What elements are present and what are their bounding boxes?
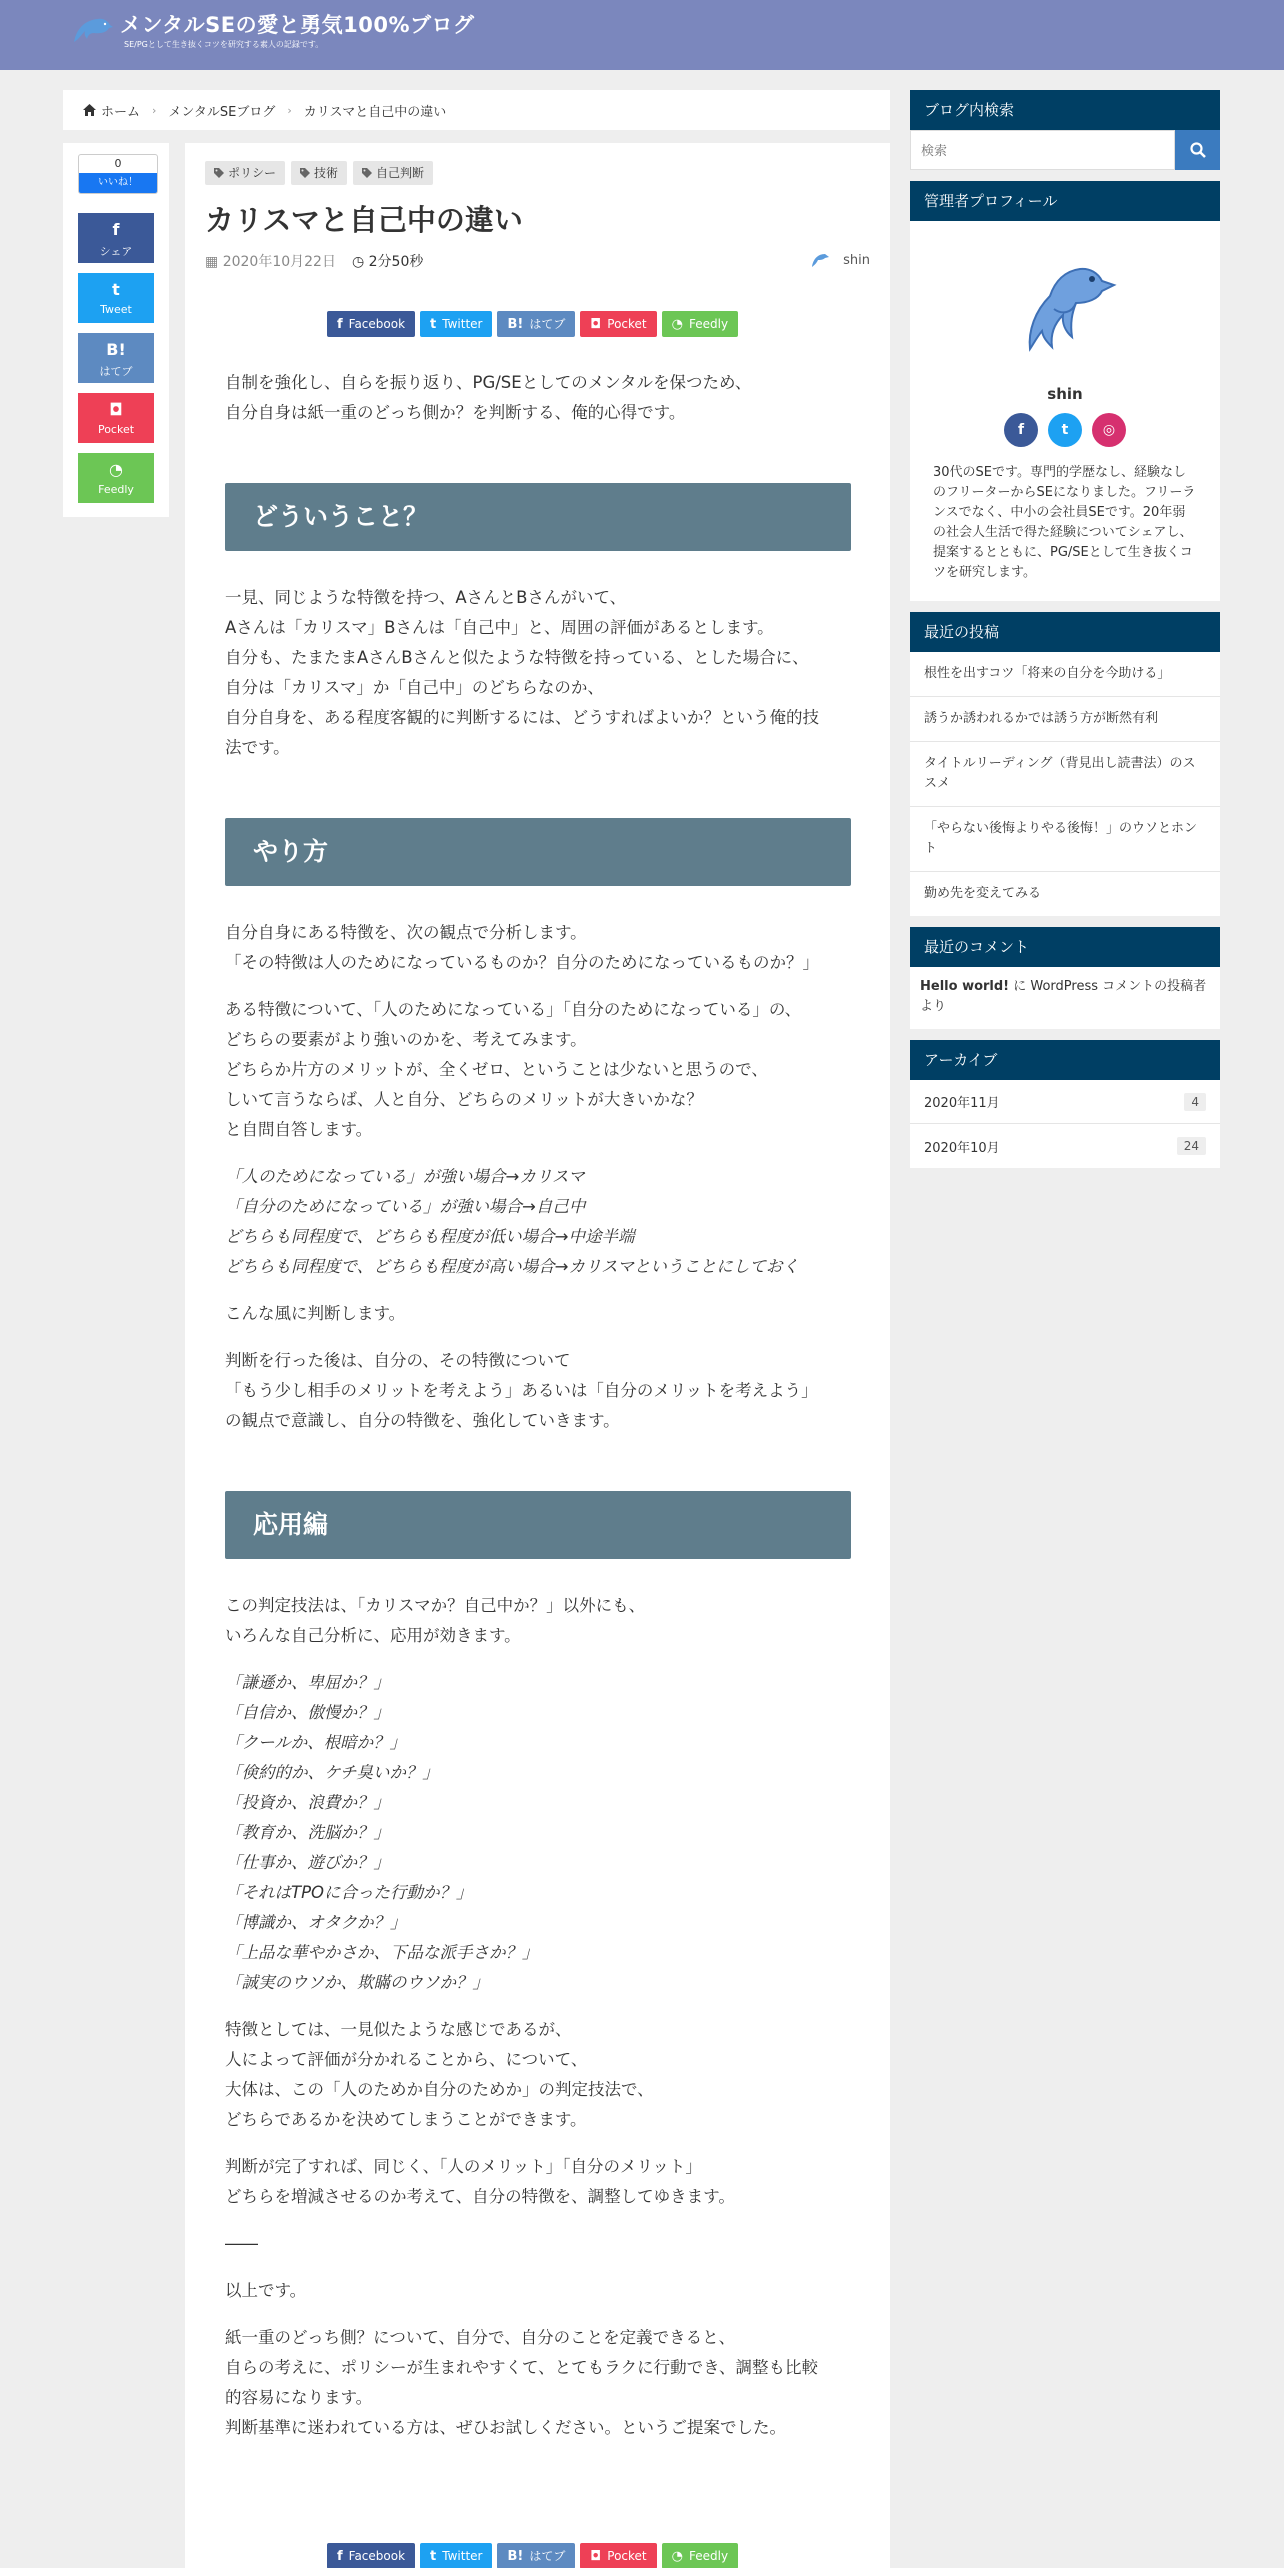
post-date: 2020年10月22日 (222, 254, 336, 270)
search-icon (1190, 142, 1206, 158)
share-pocket-button[interactable]: ◘ Pocket (580, 2543, 656, 2568)
article-title: カリスマと自己中の違い (205, 203, 523, 237)
feedly-icon: ◔ (671, 2549, 683, 2564)
pocket-icon: ◘ (590, 2549, 602, 2564)
author-avatar-icon (809, 249, 831, 271)
comment-post-link[interactable]: Hello world! (920, 979, 1010, 994)
archive-item[interactable]: 2020年11月 4 (910, 1080, 1220, 1124)
heading-how: やり方 (225, 818, 851, 886)
like-count: 0 (114, 157, 122, 170)
share-row-bottom (327, 2543, 738, 2568)
share-twitter-button[interactable]: t Twitter (420, 311, 492, 337)
recent-post-link[interactable]: 勤め先を変えてみる (924, 886, 1042, 901)
heading-what: どういうこと？ (225, 483, 851, 551)
facebook-icon: f (112, 220, 120, 239)
recent-comments-widget (910, 927, 1220, 1029)
breadcrumb (63, 90, 890, 130)
site-subtitle: SE/PGとして生き抜くコツを研究する素人の記録です。 (124, 40, 324, 49)
share-hatena-button[interactable]: B! はてブ (497, 2543, 575, 2568)
paragraph: 判断が完了すれば、同じく、「人のメリット」「自分のメリット」 どちらを増減させるのか考えて、自分の特徴を、調整してゆきます。 (225, 2157, 735, 2206)
hatena-icon: B! (106, 340, 126, 359)
search-input[interactable] (910, 130, 1175, 170)
divider: ―― (225, 2234, 258, 2253)
hatena-icon: B! (507, 317, 524, 332)
site-logo[interactable] (70, 12, 475, 50)
hatena-icon: B! (507, 2549, 524, 2564)
paragraph: 以上です。 (225, 2281, 307, 2300)
facebook-icon: f (337, 2549, 343, 2564)
reading-time: 2分50秒 (368, 254, 424, 270)
profile-name: shin (1047, 385, 1083, 403)
dolphin-logo-icon (70, 12, 114, 48)
article (185, 143, 890, 2568)
twitter-icon: t (430, 2549, 437, 2564)
share-twitter-button[interactable]: t Tweet (78, 273, 154, 323)
comment-item: Hello world! に WordPress コメントの投稿者 より (920, 979, 1207, 1014)
paragraph: 判断を行った後は、自分の、その特徴について 「もう少し相手のメリットを考えよう」あるいは「自分のメリットを考えよう」 の観点で意識し、自分の特徴を、強化していきます。 (225, 1351, 818, 1430)
tag[interactable]: 自己判断 (353, 161, 433, 185)
like-button[interactable]: いいね！ (79, 173, 157, 193)
facebook-icon: f (337, 317, 343, 332)
feedly-icon: ◔ (671, 317, 683, 332)
archive-count: 24 (1177, 1137, 1206, 1155)
comment-author-link[interactable]: WordPress コメントの投稿者 (1030, 979, 1207, 994)
profile-widget (910, 181, 1220, 601)
tag[interactable]: ポリシー (205, 161, 285, 185)
paragraph: 一見、同じような特徴を持つ、AさんとBさんがいて、 Aさんは「カリスマ」Bさんは「自己中」と、周囲の評価があるとします。 自分も、たまたまAさんBさんと似たような特徴を持っている、とした場合に、 自分は「カリスマ」か「自己中」のどちらなのか、 自分自身を、ある程度客観的に判断するには、どうすればよいか？という俺的技 法です。 (225, 588, 819, 757)
tag-list (205, 161, 433, 185)
paragraph: この判定技法は、「カリスマか？自己中か？」以外にも、 いろんな自己分析に、応用が効きます。 (225, 1596, 646, 1645)
recent-post-link[interactable]: 「やらない後悔よりやる後悔！」のウソとホント (910, 807, 1220, 872)
pocket-icon: ◘ (109, 400, 123, 419)
share-hatena-button[interactable]: B! はてブ (497, 311, 575, 337)
search-button[interactable] (1175, 130, 1220, 170)
heading-application: 応用編 (225, 1491, 851, 1559)
widget-title: アーカイブ (910, 1040, 1220, 1080)
author-link[interactable] (809, 249, 870, 271)
paragraph: 紙一重のどっち側？について、自分で、自分のことを定義できると、 自らの考えに、ポリシーが生まれやすくて、とてもラクに行動でき、調整も比較 的容易になります。 判断基準に迷われている方は、ぜひお試しください。というご提案でした。 (225, 2328, 819, 2437)
recent-posts-widget (910, 612, 1220, 916)
archive-count: 4 (1184, 1093, 1206, 1111)
share-facebook-button[interactable]: f Facebook (327, 311, 415, 337)
breadcrumb-current: カリスマと自己中の違い (303, 104, 447, 120)
share-twitter-button[interactable]: t Twitter (420, 2543, 492, 2568)
breadcrumb-separator: › (152, 103, 157, 117)
paragraph: 自分自身にある特徴を、次の観点で分析します。 「その特徴は人のためになっているものか？自分のためになっているものか？」 (225, 923, 819, 972)
share-feedly-button[interactable]: ◔ Feedly (78, 453, 154, 503)
paragraph: ある特徴について、「人のためになっている」「自分のためになっている」の、 どちらの要素がより強いのかを、考えてみます。 どちらか片方のメリットが、全くゼロ、ということは少ないと思うので、 しいて言うならば、人と自分、どちらのメリットが大きいかな？ と自問自答します。 (225, 1000, 802, 1139)
tag-icon (214, 168, 224, 178)
tag-icon (300, 168, 310, 178)
breadcrumb-category[interactable]: メンタルSEブログ (168, 104, 276, 120)
paragraph: 自制を強化し、自らを振り返り、PG/SEとしてのメンタルを保つため、 自分自身は紙一重のどっち側か？を判断する、俺的心得です。 (225, 373, 752, 422)
share-pocket-button[interactable]: ◘ Pocket (78, 393, 154, 443)
facebook-icon[interactable]: f (1004, 413, 1038, 447)
recent-post-link[interactable]: タイトルリーディング（背見出し読書法）のススメ (910, 742, 1220, 807)
article-body (225, 368, 851, 2460)
share-row-top (327, 311, 738, 337)
tag[interactable]: 技術 (291, 161, 347, 185)
site-header (0, 0, 1284, 70)
share-pocket-button[interactable]: ◘ Pocket (580, 311, 656, 337)
search-widget (910, 90, 1220, 170)
right-sidebar (910, 90, 1220, 1179)
feedly-icon: ◔ (109, 460, 123, 479)
twitter-icon: t (430, 317, 437, 332)
calendar-icon: ▦ (205, 254, 223, 270)
instagram-icon[interactable]: ◎ (1092, 413, 1126, 447)
profile-text: 30代のSEです。専門的学歴なし、経験なしのフリーターからSEになりました。フリーランスでなく、中小の会社員SEです。20年弱の社会人生活で得た経験についてシェアし、提案するとともに、PG/SEとして生き抜くコツを研究します。 (933, 465, 1196, 580)
author-name: shin (843, 252, 870, 268)
clock-icon: ◷ (351, 254, 369, 270)
archive-widget (910, 1040, 1220, 1168)
twitter-icon: t (112, 280, 120, 299)
widget-title: 最近のコメント (910, 927, 1220, 967)
widget-title: ブログ内検索 (910, 90, 1220, 130)
emphasis-list: 「人のためになっている」が強い場合→カリスマ 「自分のためになっている」が強い場合→自己中 どちらも同程度で、どちらも程度が低い場合→中途半端 どちらも同程度で、どちらも程度が高い場合→カリスマということにしておく (225, 1167, 799, 1276)
home-icon (83, 104, 96, 116)
share-feedly-button[interactable]: ◔ Feedly (662, 2543, 738, 2568)
twitter-icon[interactable]: t (1048, 413, 1082, 447)
emphasis-list: 「謙遜か、卑屈か？」 「自信か、傲慢か？」 「クールか、根暗か？」 「倹約的か、ケチ臭いか？」 「投資か、浪費か？」 「教育か、洗脳か？」 「仕事か、遊びか？」 「それはTPOに合った行動か？」 「博識か、オタクか？」 「上品な華やかさか、下品な派手さか？」 「誠実のウソか、欺瞞のウソか？」 (225, 1673, 539, 1992)
tag-icon (362, 168, 372, 178)
breadcrumb-home[interactable]: ホーム (101, 104, 141, 120)
paragraph: 特徴としては、一見似たような感じであるが、 人によって評価が分かれることから、について、 大体は、この「人のためか自分のためか」の判定技法で、 どちらであるかを決めてしまうことができます。 (225, 2020, 654, 2129)
share-facebook-button[interactable]: f シェア (78, 213, 154, 263)
facebook-like-box (78, 154, 158, 194)
breadcrumb-separator: › (287, 103, 292, 117)
share-sidebar (63, 143, 169, 517)
recent-post-link[interactable]: 根性を出すコツ「将来の自分を今助ける」 (910, 652, 1220, 697)
dolphin-avatar (1010, 251, 1120, 361)
share-facebook-button[interactable]: f Facebook (327, 2543, 415, 2568)
archive-item[interactable]: 2020年10月 24 (910, 1124, 1220, 1168)
paragraph: こんな風に判断します。 (225, 1304, 406, 1323)
pocket-icon: ◘ (590, 317, 602, 332)
recent-post-link[interactable]: 誘うか誘われるかでは誘う方が断然有利 (910, 697, 1220, 742)
site-title: メンタルSEの愛と勇気100%ブログ (120, 13, 475, 37)
widget-title: 管理者プロフィール (910, 181, 1220, 221)
widget-title: 最近の投稿 (910, 612, 1220, 652)
share-hatena-button[interactable]: B! はてブ (78, 333, 154, 383)
share-feedly-button[interactable]: ◔ Feedly (662, 311, 738, 337)
article-meta (205, 251, 423, 271)
